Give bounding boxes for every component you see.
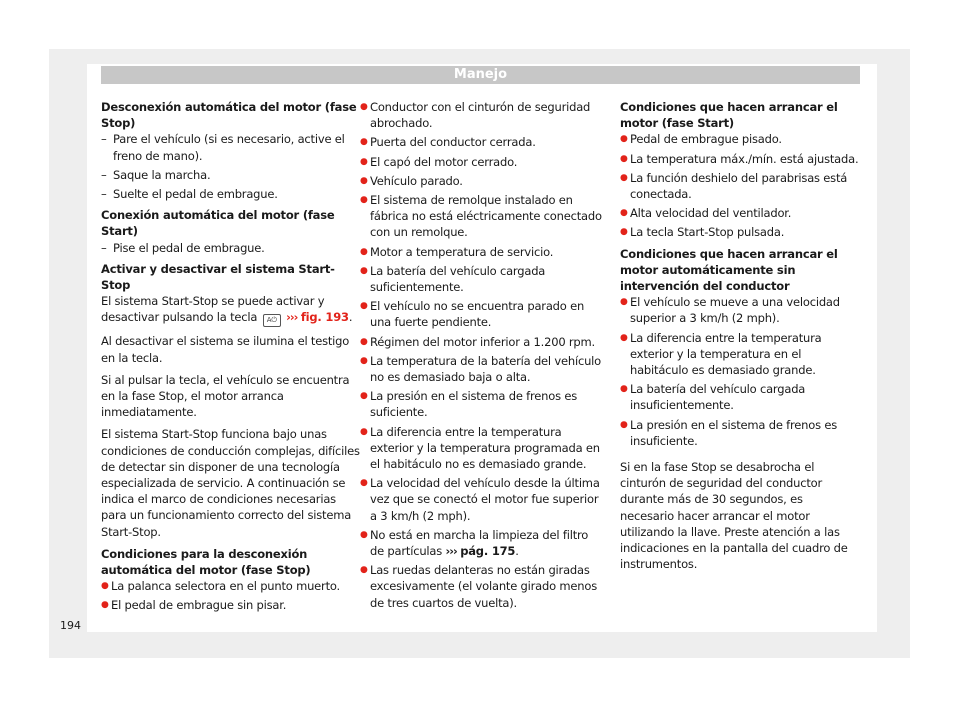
list-item: ● Régimen del motor inferior a 1.200 rpm. <box>360 334 605 350</box>
paragraph: Si al pulsar la tecla, el vehículo se encuentra en la fase Stop, el motor arranca inmediatamente. <box>101 372 350 420</box>
reference-arrow: ››› <box>445 544 457 559</box>
column-3 <box>620 99 860 578</box>
list-item: ● La función deshielo del parabrisas está conectada. <box>620 170 860 202</box>
start-conditions-list <box>620 131 860 240</box>
list-item: ● El vehículo se mueve a una velocidad superior a 3 km/h (2 mph). <box>620 294 860 326</box>
heading-stop-conditions: Condiciones para la desconexión automática del motor (fase Stop) <box>101 546 311 578</box>
page-number: 194 <box>60 619 81 632</box>
list-item <box>360 527 605 559</box>
figure-link[interactable]: fig. 193 <box>300 310 349 325</box>
list-item: ● La temperatura de la batería del vehículo no es demasiado baja o alta. <box>360 353 605 385</box>
stop-conditions-list <box>101 578 361 613</box>
auto-start-conditions-list <box>620 294 860 449</box>
paragraph: El sistema Start-Stop funciona bajo unas condiciones de conducción complejas, difíciles de detectar sin disponer de una tecnología especializada de servicio. A continuación se indica el marco de condiciones necesarias para un funcionamiento correcto del sistema Start-Stop. <box>101 427 360 539</box>
steps-start-phase <box>101 240 361 256</box>
list-item: ● Vehículo parado. <box>360 173 605 189</box>
heading-auto-start-conditions: Condiciones que hacen arrancar el motor automáticamente sin intervención del conductor <box>620 246 838 294</box>
list-item: ● La presión en el sistema de frenos es insuficiente. <box>620 417 860 449</box>
list-item: ● Motor a temperatura de servicio. <box>360 244 605 260</box>
column-2 <box>360 99 605 616</box>
heading-activate-system: Activar y desactivar el sistema Start-Stop <box>101 261 335 293</box>
paragraph-activate <box>101 293 361 327</box>
list-item: ● Pedal de embrague pisado. <box>620 131 860 147</box>
list-item: ● El capó del motor cerrado. <box>360 154 605 170</box>
list-item: ● El vehículo no se encuentra parado en una fuerte pendiente. <box>360 298 605 330</box>
list-item: ● El pedal de embrague sin pisar. <box>101 597 361 613</box>
list-item: ● La batería del vehículo cargada insuficientemente. <box>620 381 860 413</box>
list-item: – Pise el pedal de embrague. <box>101 240 361 256</box>
list-item: ● Conductor con el cinturón de seguridad abrochado. <box>360 99 605 131</box>
list-item: ● La diferencia entre la temperatura exterior y la temperatura programada en el habitáculo no es demasiado grande. <box>360 424 605 473</box>
list-item: – Saque la marcha. <box>101 167 361 183</box>
punctuation: . <box>515 544 519 559</box>
heading-start-conditions: Condiciones que hacen arrancar el motor (fase Start) <box>620 100 838 131</box>
list-item: ● Puerta del conductor cerrada. <box>360 134 605 150</box>
heading-stop-phase: Desconexión automática del motor (fase Stop) <box>101 100 357 131</box>
page-link[interactable]: pág. 175 <box>460 544 516 559</box>
list-item: – Suelte el pedal de embrague. <box>101 186 361 202</box>
list-item: ● La diferencia entre la temperatura exterior y la temperatura en el habitáculo es demasiado grande. <box>620 330 860 379</box>
column-1 <box>101 99 361 619</box>
start-stop-key-icon: A⏻ <box>263 314 281 327</box>
section-header: Manejo <box>101 66 860 84</box>
steps-stop-phase <box>101 131 361 202</box>
list-item: ● La palanca selectora en el punto muerto. <box>101 578 361 594</box>
heading-start-phase: Conexión automática del motor (fase Start) <box>101 208 335 239</box>
list-item: ● La velocidad del vehículo desde la última vez que se conectó el motor fue superior a 3 km/h (2 mph). <box>360 475 605 524</box>
stop-conditions-list-continued <box>360 99 605 611</box>
paragraph-seatbelt-note: Si en la fase Stop se desabrocha el cinturón de seguridad del conductor durante más de 30 segundos, es necesario hacer arrancar el motor utilizando la llave. Preste atención a las indicaciones en la pantalla del cuadro de instrumentos. <box>620 460 848 572</box>
list-item: ● La tecla Start-Stop pulsada. <box>620 224 860 240</box>
list-item: ● La temperatura máx./mín. está ajustada. <box>620 151 860 167</box>
paragraph: Al desactivar el sistema se ilumina el testigo en la tecla. <box>101 334 350 365</box>
punctuation: . <box>348 310 353 325</box>
list-item: ● Las ruedas delanteras no están giradas excesivamente (el volante girado menos de tres cuartos de vuelta). <box>360 562 605 611</box>
list-item: ● El sistema de remolque instalado en fábrica no está eléctricamente conectado con un remolque. <box>360 192 605 241</box>
list-item: ● Alta velocidad del ventilador. <box>620 205 860 221</box>
reference-arrow: ››› <box>286 310 298 325</box>
list-item: – Pare el vehículo (si es necesario, active el freno de mano). <box>101 131 361 163</box>
list-item: ● La presión en el sistema de frenos es suficiente. <box>360 388 605 420</box>
list-item-text: No está en marcha la limpieza del filtro de partículas <box>370 527 589 559</box>
paragraph-text: El sistema Start-Stop se puede activar y desactivar pulsando la tecla <box>101 294 325 325</box>
list-item: ● La batería del vehículo cargada suficientemente. <box>360 263 605 295</box>
